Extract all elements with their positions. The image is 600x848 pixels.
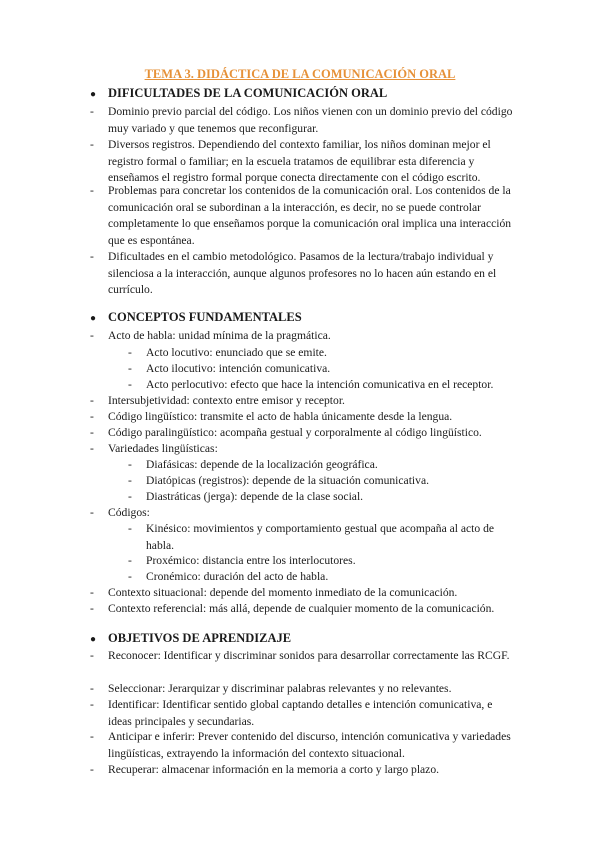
dash-marker: - [90,730,94,743]
sub-list-item: Diatópicas (registros): depende de la situación comunicativa. [146,474,429,487]
list-item: Contexto situacional: depende del momento inmediato de la comunicación. [108,586,458,599]
dash-marker: - [128,570,132,583]
dash-marker: - [90,586,94,599]
list-item: Anticipar e inferir: Prever contenido del discurso, intención comunicativa y variedades lingüísticas, extrayendo la información del contexto situacional. [108,730,511,760]
list-item: Problemas para concretar los contenidos de la comunicación oral. Los contenidos de la comunicación oral se subordinan a la interacción, es decir, no se puede controlar completamente lo que enseñamos porque la comunicación oral implica una interacción que es espontánea. [108,184,512,247]
dash-marker: - [90,426,94,439]
dash-marker: - [90,682,94,695]
section-heading-concepts: CONCEPTOS FUNDAMENTALES [108,310,302,324]
dash-marker: - [90,105,94,118]
list-item: Reconocer: Identificar y discriminar sonidos para desarrollar correctamente las RCGF. [108,649,510,662]
sub-list-item: Acto ilocutivo: intención comunicativa. [146,362,331,375]
list-item: Intersubjetividad: contexto entre emisor y receptor. [108,394,345,407]
dash-marker: - [90,649,94,662]
dash-marker: - [90,442,94,455]
dash-marker: - [90,329,94,342]
dash-marker: - [128,346,132,359]
dash-marker: - [90,506,94,519]
dash-marker: - [90,410,94,423]
list-item: Acto de habla: unidad mínima de la pragmática. [108,329,331,342]
bullet-icon: ● [90,634,97,645]
list-item: Códigos: [108,506,150,519]
list-item: Recuperar: almacenar información en la memoria a corto y largo plazo. [108,763,440,776]
dash-marker: - [128,554,132,567]
list-item: Seleccionar: Jerarquizar y discriminar palabras relevantes y no relevantes. [108,682,452,695]
dash-marker: - [90,138,94,151]
section-heading-objectives: OBJETIVOS DE APRENDIZAJE [108,631,292,645]
list-item: Código lingüístico: transmite el acto de habla únicamente desde la lengua. [108,410,453,423]
dash-marker: - [128,362,132,375]
sub-list-item: Diastráticas (jerga): depende de la clase social. [146,490,364,503]
dash-marker: - [90,250,94,263]
dash-marker: - [128,474,132,487]
list-item: Dominio previo parcial del código. Los niños vienen con un dominio previo del código muy variado y que tenemos que reconfigurar. [108,105,513,135]
sub-list-item: Acto perlocutivo: efecto que hace la intención comunicativa en el receptor. [146,378,494,391]
sub-list-item: Cronémico: duración del acto de habla. [146,570,329,583]
list-item: Código paralingüístico: acompaña gestual y corporalmente al código lingüístico. [108,426,482,439]
sub-list-item: Acto locutivo: enunciado que se emite. [146,346,327,359]
sub-list-item: Kinésico: movimientos y comportamiento gestual que acompaña al acto de habla. [146,522,495,552]
sub-list-item: Diafásicas: depende de la localización geográfica. [146,458,378,471]
list-item: Variedades lingüísticas: [108,442,218,455]
list-item: Identificar: Identificar sentido global captando detalles e intención comunicativa, e ideas principales y secundarias. [108,698,493,728]
section-heading-difficulties: DIFICULTADES DE LA COMUNICACIÓN ORAL [108,86,388,100]
dash-marker: - [128,378,132,391]
dash-marker: - [128,458,132,471]
bullet-icon: ● [90,89,97,100]
list-item: Dificultades en el cambio metodológico. Pasamos de la lectura/trabajo individual y silenciosa a la interacción, aunque algunos profesores no lo hacen aún estando en el currículo. [108,250,497,296]
dash-marker: - [90,698,94,711]
list-item: Contexto referencial: más allá, depende de cualquier momento de la comunicación. [108,602,495,615]
bullet-icon: ● [90,313,97,324]
dash-marker: - [90,394,94,407]
dash-marker: - [90,763,94,776]
document-title: TEMA 3. DIDÁCTICA DE LA COMUNICACIÓN ORAL [144,67,456,81]
list-item: Diversos registros. Dependiendo del contexto familiar, los niños dominan mejor el registro formal o familiar; en la escuela tratamos de equilibrar esta diferencia y enseñamos el registro formal porque conecta directamente con el código escrito. [108,138,491,184]
dash-marker: - [128,490,132,503]
sub-list-item: Proxémico: distancia entre los interlocutores. [146,554,356,567]
dash-marker: - [90,184,94,197]
dash-marker: - [128,522,132,535]
dash-marker: - [90,602,94,615]
